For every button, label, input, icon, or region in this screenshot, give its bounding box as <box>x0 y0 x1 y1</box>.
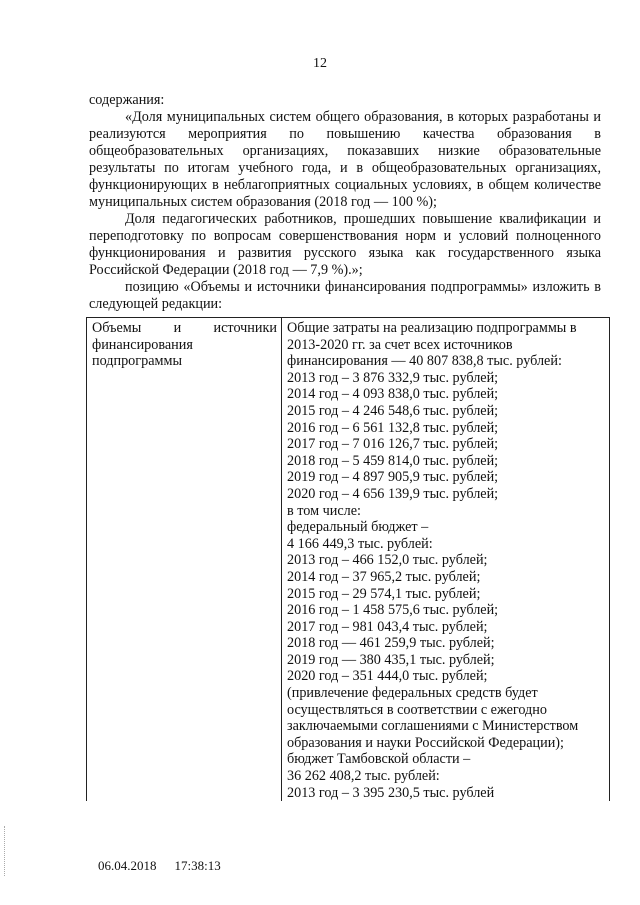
value-line: 2015 год – 4 246 548,6 тыс. рублей; <box>287 402 499 419</box>
value-line: 2013 год – 3 395 230,5 тыс. рублей <box>287 784 495 801</box>
financing-table <box>86 317 610 801</box>
value-line: 2013 год – 3 876 332,9 тыс. рублей; <box>287 369 499 386</box>
label-word: и <box>173 320 182 336</box>
margin-mark <box>4 826 7 876</box>
value-line: 2015 год – 29 574,1 тыс. рублей; <box>287 585 481 602</box>
value-line: 2016 год – 6 561 132,8 тыс. рублей; <box>287 419 499 436</box>
label-word: Объемы <box>92 320 142 336</box>
table-row <box>87 318 610 802</box>
value-line: 2013 год – 466 152,0 тыс. рублей; <box>287 552 488 569</box>
print-time: 17:38:13 <box>174 858 221 873</box>
label-word: источники <box>213 320 277 336</box>
document-body <box>89 92 601 313</box>
value-line: 2018 год – 5 459 814,0 тыс. рублей; <box>287 452 499 469</box>
value-line: 2020 год – 351 444,0 тыс. рублей; <box>287 668 488 685</box>
value-line: 2019 год — 380 435,1 тыс. рублей; <box>287 651 495 668</box>
paragraph-indicator-2: Доля педагогических работников, прошедших повышение квалификации и переподготовку по вопросам совершенствования норм и условий полноценного функционирования и развития русского языка как государственного языка Российской Федерации (2018 год — 7,9 %).»; <box>89 211 601 278</box>
value-line: Общие затраты на реализацию подпрограммы в 2013-2020 гг. за счет всех источников финансирования — 40 807 838,8 тыс. рублей: <box>287 320 577 370</box>
table-label-cell <box>87 318 282 802</box>
value-line: федеральный бюджет – <box>287 519 429 536</box>
paragraph-position-intro: позицию «Объемы и источники финансирования подпрограммы» изложить в следующей редакции: <box>89 279 601 312</box>
value-line: 2018 год — 461 259,9 тыс. рублей; <box>287 635 495 652</box>
page-number: 12 <box>313 56 327 71</box>
value-line: бюджет Тамбовской области – <box>287 751 471 768</box>
value-line: 4 166 449,3 тыс. рублей: <box>287 535 433 552</box>
value-line: 2017 год – 7 016 126,7 тыс. рублей; <box>287 436 499 453</box>
print-timestamp <box>98 858 239 874</box>
print-date: 06.04.2018 <box>98 858 157 873</box>
label-first-line <box>92 320 277 337</box>
label-rest: финансирования подпрограммы <box>92 336 193 370</box>
value-line: (привлечение федеральных средств будет осуществляться в соответствии с ежегодно заключаемыми соглашениями с Министерством образования и науки Российской Федерации); <box>287 685 579 751</box>
value-line: 2016 год – 1 458 575,6 тыс. рублей; <box>287 602 499 619</box>
value-line: в том числе: <box>287 502 361 519</box>
value-line: 2014 год – 4 093 838,0 тыс. рублей; <box>287 386 499 403</box>
paragraph-indicator-1: «Доля муниципальных систем общего образования, в которых разработаны и реализуются мероприятия по повышению качества образования в общеобразовательных организациях, показавших низкие образовательные результаты по итогам учебного года, и в общеобразовательных организациях, функционирующих в неблагоприятных социальных условиях, в общем количестве муниципальных систем образования (2018 год — 100 %); <box>89 109 601 210</box>
value-line: 2017 год – 981 043,4 тыс. рублей; <box>287 618 488 635</box>
value-line: 36 262 408,2 тыс. рублей: <box>287 768 440 785</box>
paragraph-content-label: содержания: <box>89 92 165 108</box>
table-value-cell <box>282 318 610 802</box>
value-line: 2019 год – 4 897 905,9 тыс. рублей; <box>287 469 499 486</box>
value-line: 2020 год – 4 656 139,9 тыс. рублей; <box>287 485 499 502</box>
value-line: 2014 год – 37 965,2 тыс. рублей; <box>287 568 481 585</box>
